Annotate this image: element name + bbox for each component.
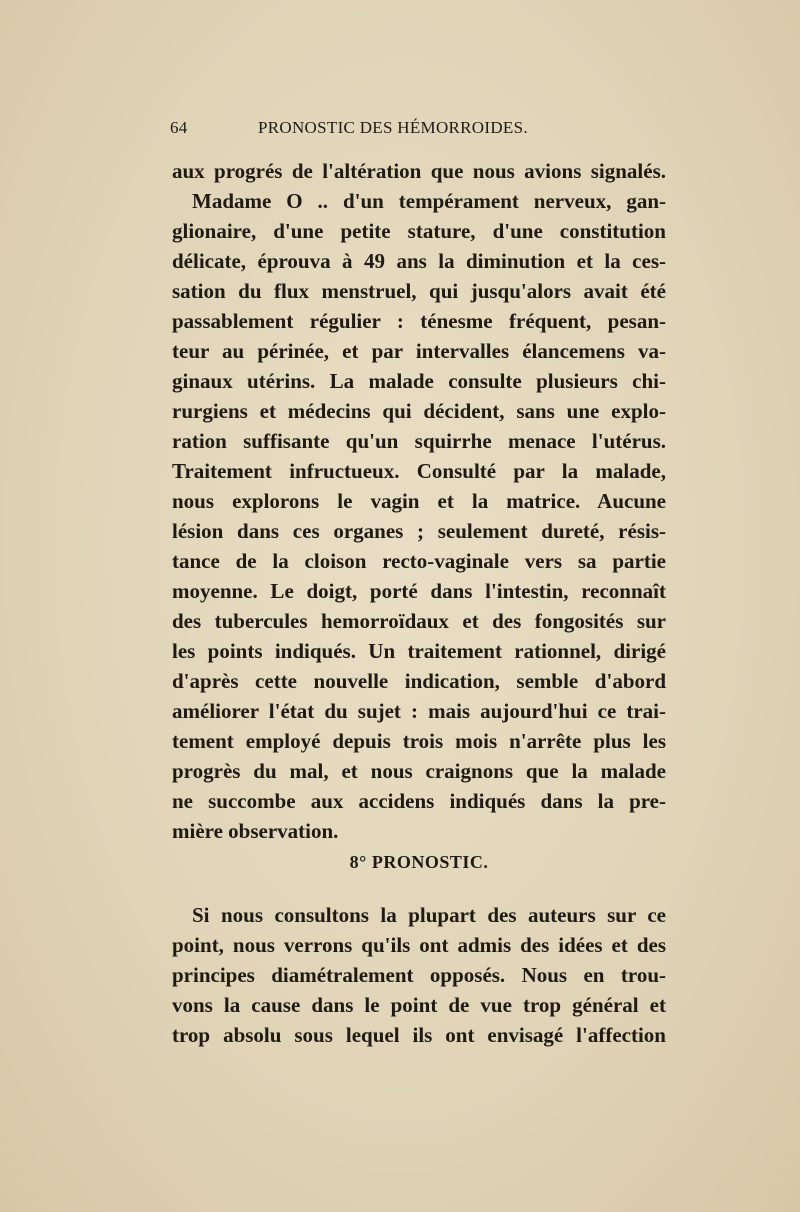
text-line: tance de la cloison recto-vaginale vers sa partie [172, 549, 666, 573]
text-line: teur au périnée, et par intervalles élancemens va- [172, 339, 666, 363]
text-line: progrès du mal, et nous craignons que la malade [172, 759, 666, 783]
text-line: nous explorons le vagin et la matrice. Aucune [172, 489, 666, 513]
text-line: moyenne. Le doigt, porté dans l'intestin, reconnaît [172, 579, 666, 603]
page-header [170, 118, 670, 144]
running-head: PRONOSTIC DES HÉMORROIDES. [258, 118, 528, 137]
text-line: Si nous consultons la plupart des auteurs sur ce [192, 903, 666, 927]
paragraph-observation [172, 156, 666, 846]
text-line: d'après cette nouvelle indication, semble d'abord [172, 669, 666, 693]
text-line: aux progrés de l'altération que nous avions signalés. [172, 159, 666, 183]
text-line: vons la cause dans le point de vue trop général et [172, 993, 666, 1017]
text-line: mière observation. [172, 819, 339, 843]
text-line: ginaux utérins. La malade consulte plusieurs chi- [172, 369, 666, 393]
text-line: sation du flux menstruel, qui jusqu'alors avait été [172, 279, 666, 303]
text-line: trop absolu sous lequel ils ont envisagé l'affection [172, 1023, 666, 1047]
text-line: lésion dans ces organes ; seulement dureté, résis- [172, 519, 666, 543]
page-number: 64 [170, 118, 188, 137]
text-line: ration suffisante qu'un squirrhe menace l'utérus. [172, 429, 666, 453]
text-line: des tubercules hemorroïdaux et des fongosités sur [172, 609, 666, 633]
text-line: point, nous verrons qu'ils ont admis des idées et des [172, 933, 666, 957]
section-heading: 8° PRONOSTIC. [349, 852, 489, 872]
text-line: les points indiqués. Un traitement rationnel, dirigé [172, 639, 666, 663]
text-line: Madame O .. d'un tempérament nerveux, gan- [192, 189, 666, 213]
text-line: tement employé depuis trois mois n'arrête plus les [172, 729, 666, 753]
text-line: rurgiens et médecins qui décident, sans une explo- [172, 399, 666, 423]
text-line: principes diamétralement opposés. Nous en trou- [172, 963, 666, 987]
text-line: ne succombe aux accidens indiqués dans la pre- [172, 789, 666, 813]
text-line: délicate, éprouva à 49 ans la diminution et la ces- [172, 249, 666, 273]
text-line: glionaire, d'une petite stature, d'une constitution [172, 219, 666, 243]
text-line: passablement régulier : ténesme fréquent, pesan- [172, 309, 666, 333]
paragraph-pronostic [172, 900, 666, 1050]
text-line: améliorer l'état du sujet : mais aujourd'hui ce trai- [172, 699, 666, 723]
text-line: Traitement infructueux. Consulté par la malade, [172, 459, 666, 483]
